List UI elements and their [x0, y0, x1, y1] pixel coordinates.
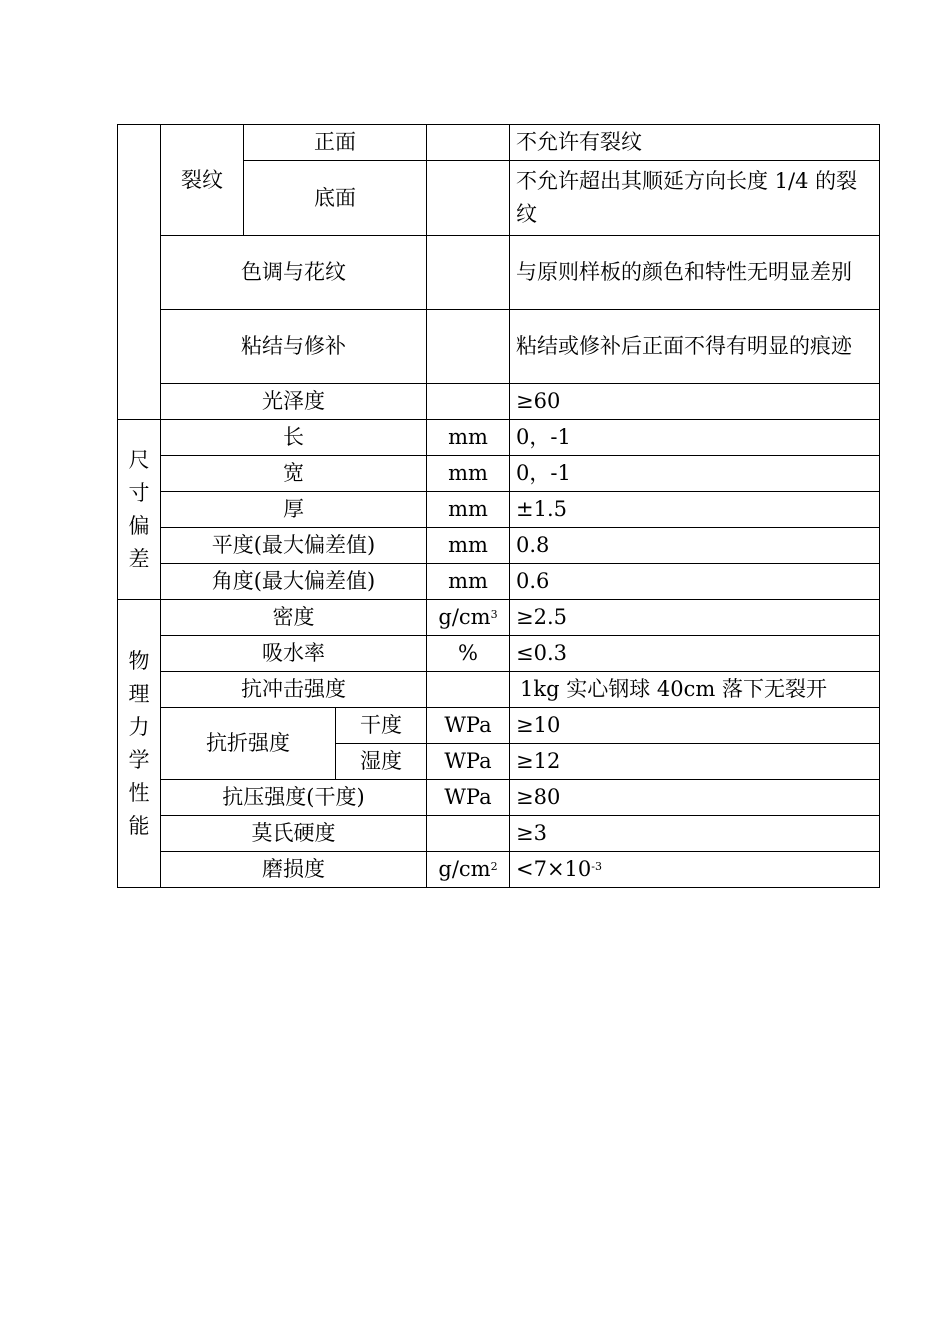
compression-unit: WPa	[427, 780, 510, 816]
wear-requirement	[510, 852, 880, 888]
row-crack-front	[118, 125, 880, 161]
physical-category-char: 物	[128, 648, 150, 673]
dimension-category-char: 寸	[128, 480, 150, 505]
dimension-item: 角度(最大偏差值)	[161, 564, 427, 600]
density-unit-base: g/cm	[438, 605, 491, 629]
impact-label: 抗冲击强度	[161, 672, 427, 708]
mohs-requirement: ≥3	[510, 816, 880, 852]
physical-category-char: 学	[128, 747, 150, 772]
density-unit	[427, 600, 510, 636]
row-compression	[118, 780, 880, 816]
impact-requirement: 1kg 实心钢球 40cm 落下无裂开	[510, 672, 880, 708]
bond-unit	[427, 310, 510, 384]
mohs-unit	[427, 816, 510, 852]
dimension-unit: mm	[427, 528, 510, 564]
color-label: 色调与花纹	[161, 236, 427, 310]
dimension-requirement: 0，-1	[510, 420, 880, 456]
flex-dry-unit: WPa	[427, 708, 510, 744]
front-unit	[427, 125, 510, 161]
bond-requirement: 粘结或修补后正面不得有明显的痕迹	[510, 310, 880, 384]
gloss-requirement: ≥60	[510, 384, 880, 420]
gloss-unit	[427, 384, 510, 420]
density-label: 密度	[161, 600, 427, 636]
dimension-item: 长	[161, 420, 427, 456]
appearance-category-cell	[118, 125, 161, 420]
water-label: 吸水率	[161, 636, 427, 672]
flex-dry-label: 干度	[336, 708, 427, 744]
row-density	[118, 600, 880, 636]
spec-table	[117, 124, 880, 888]
row-dim-1	[118, 456, 880, 492]
dimension-unit: mm	[427, 492, 510, 528]
crack-label: 裂纹	[161, 125, 244, 236]
dimension-unit: mm	[427, 456, 510, 492]
front-label: 正面	[244, 125, 427, 161]
bottom-unit	[427, 161, 510, 236]
wear-requirement-base: <7×10	[516, 857, 592, 881]
wear-unit-base: g/cm	[438, 857, 491, 881]
dimension-requirement: 0.6	[510, 564, 880, 600]
row-wear	[118, 852, 880, 888]
row-dim-2	[118, 492, 880, 528]
row-bond	[118, 310, 880, 384]
row-mohs	[118, 816, 880, 852]
physical-category-char: 性	[128, 780, 150, 805]
dimension-item: 平度(最大偏差值)	[161, 528, 427, 564]
row-gloss	[118, 384, 880, 420]
compression-requirement: ≥80	[510, 780, 880, 816]
physical-category	[118, 600, 161, 888]
bottom-requirement: 不允许超出其顺延方向长度 1/4 的裂纹	[510, 161, 880, 236]
flex-label: 抗折强度	[161, 708, 336, 780]
flex-wet-label: 湿度	[336, 744, 427, 780]
physical-category-char: 能	[128, 813, 150, 838]
dimension-requirement: ±1.5	[510, 492, 880, 528]
dimension-item: 厚	[161, 492, 427, 528]
water-requirement: ≤0.3	[510, 636, 880, 672]
physical-category-char: 力	[128, 714, 150, 739]
water-unit: %	[427, 636, 510, 672]
row-dim-3	[118, 528, 880, 564]
front-requirement: 不允许有裂纹	[510, 125, 880, 161]
wear-unit	[427, 852, 510, 888]
dimension-category	[118, 420, 161, 600]
dimension-item: 宽	[161, 456, 427, 492]
bottom-label: 底面	[244, 161, 427, 236]
density-requirement: ≥2.5	[510, 600, 880, 636]
dimension-category-char: 偏	[128, 513, 150, 538]
color-requirement: 与原则样板的颜色和特性无明显差别	[510, 236, 880, 310]
wear-requirement-exponent: -3	[591, 860, 602, 873]
dimension-requirement: 0，-1	[510, 456, 880, 492]
row-impact	[118, 672, 880, 708]
row-flex-dry	[118, 708, 880, 744]
row-dim-0	[118, 420, 880, 456]
dimension-unit: mm	[427, 564, 510, 600]
impact-unit	[427, 672, 510, 708]
flex-wet-unit: WPa	[427, 744, 510, 780]
compression-label: 抗压强度(干度)	[161, 780, 427, 816]
color-unit	[427, 236, 510, 310]
wear-unit-exponent: 2	[490, 860, 498, 873]
row-water	[118, 636, 880, 672]
flex-wet-requirement: ≥12	[510, 744, 880, 780]
physical-category-char: 理	[128, 681, 150, 706]
flex-dry-requirement: ≥10	[510, 708, 880, 744]
wear-label: 磨损度	[161, 852, 427, 888]
mohs-label: 莫氏硬度	[161, 816, 427, 852]
row-dim-4	[118, 564, 880, 600]
density-unit-exponent: 3	[490, 608, 498, 621]
dimension-unit: mm	[427, 420, 510, 456]
row-color	[118, 236, 880, 310]
dimension-category-char: 差	[128, 546, 150, 571]
dimension-requirement: 0.8	[510, 528, 880, 564]
dimension-category-char: 尺	[128, 447, 150, 472]
gloss-label: 光泽度	[161, 384, 427, 420]
bond-label: 粘结与修补	[161, 310, 427, 384]
